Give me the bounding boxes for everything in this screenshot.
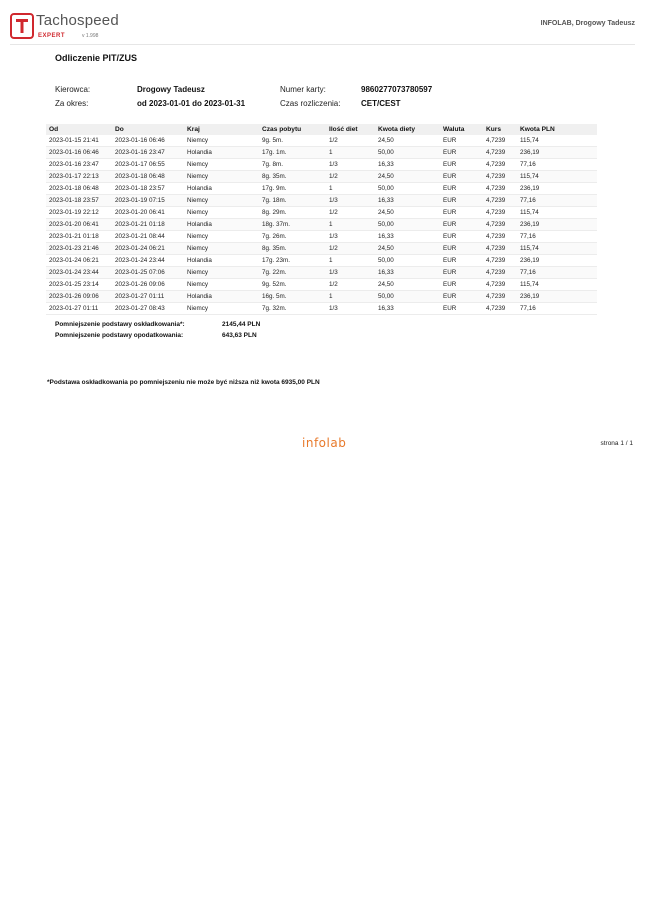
table-cell: EUR xyxy=(440,219,483,231)
timezone-label: Czas rozliczenia: xyxy=(280,99,341,108)
table-cell: 2023-01-27 01:11 xyxy=(46,303,112,315)
table-row xyxy=(46,159,597,171)
table-cell: 1/2 xyxy=(326,243,375,255)
table-cell: 1 xyxy=(326,219,375,231)
table-cell: 8g. 35m. xyxy=(259,243,326,255)
table-cell: EUR xyxy=(440,255,483,267)
table-cell: 236,19 xyxy=(517,147,597,159)
table-cell: 2023-01-19 07:15 xyxy=(112,195,184,207)
table-row xyxy=(46,291,597,303)
driver-value: Drogowy Tadeusz xyxy=(137,85,205,94)
table-row xyxy=(46,303,597,315)
zus-reduction-value: 2145,44 PLN xyxy=(222,321,261,328)
summary-row-pit xyxy=(55,332,257,343)
table-cell: 1/2 xyxy=(326,207,375,219)
column-header: Kurs xyxy=(483,124,517,135)
period-label: Za okres: xyxy=(55,99,89,108)
table-cell: 1/3 xyxy=(326,231,375,243)
table-cell: 115,74 xyxy=(517,207,597,219)
table-cell: 115,74 xyxy=(517,243,597,255)
table-cell: 4,7239 xyxy=(483,147,517,159)
table-row xyxy=(46,183,597,195)
table-row xyxy=(46,135,597,147)
card-value: 9860277073780597 xyxy=(361,85,433,94)
table-cell: Niemcy xyxy=(184,195,259,207)
table-cell: 7g. 18m. xyxy=(259,195,326,207)
table-cell: EUR xyxy=(440,171,483,183)
table-cell: 1/2 xyxy=(326,135,375,147)
table-row xyxy=(46,147,597,159)
timezone-value: CET/CEST xyxy=(361,99,401,108)
table-cell: 7g. 22m. xyxy=(259,267,326,279)
table-cell: 24,50 xyxy=(375,135,440,147)
table-cell: 4,7239 xyxy=(483,183,517,195)
driver-label: Kierowca: xyxy=(55,85,91,94)
period-value: od 2023-01-01 do 2023-01-31 xyxy=(137,99,246,108)
summary-block xyxy=(55,321,261,343)
table-cell: 24,50 xyxy=(375,171,440,183)
table-cell: 2023-01-20 06:41 xyxy=(46,219,112,231)
table-cell: 4,7239 xyxy=(483,303,517,315)
table-cell: 115,74 xyxy=(517,279,597,291)
table-cell: 17g. 23m. xyxy=(259,255,326,267)
table-cell: 1/3 xyxy=(326,267,375,279)
table-cell: 2023-01-24 23:44 xyxy=(112,255,184,267)
table-cell: EUR xyxy=(440,231,483,243)
tachospeed-logo xyxy=(10,11,120,41)
table-cell: 1 xyxy=(326,147,375,159)
table-cell: 4,7239 xyxy=(483,255,517,267)
table-cell: 77,16 xyxy=(517,267,597,279)
table-cell: 2023-01-17 06:55 xyxy=(112,159,184,171)
info-row-driver xyxy=(55,85,615,99)
table-cell: 4,7239 xyxy=(483,171,517,183)
table-row xyxy=(46,243,597,255)
summary-row-zus xyxy=(55,321,261,332)
column-header: Do xyxy=(112,124,184,135)
table-cell: EUR xyxy=(440,267,483,279)
card-label: Numer karty: xyxy=(280,85,326,94)
table-cell: 2023-01-20 06:41 xyxy=(112,207,184,219)
info-block xyxy=(55,85,615,113)
table-cell: 2023-01-17 22:13 xyxy=(46,171,112,183)
infolab-logo: infolab xyxy=(302,436,347,450)
table-cell: Holandia xyxy=(184,147,259,159)
table-cell: 2023-01-18 23:57 xyxy=(46,195,112,207)
table-cell: 1/3 xyxy=(326,195,375,207)
table-cell: 2023-01-23 21:46 xyxy=(46,243,112,255)
table-cell: EUR xyxy=(440,195,483,207)
table-cell: Niemcy xyxy=(184,159,259,171)
table-cell: 1 xyxy=(326,183,375,195)
table-cell: 4,7239 xyxy=(483,243,517,255)
table-cell: 4,7239 xyxy=(483,291,517,303)
logo-version: v 1.998 xyxy=(82,33,99,39)
table-cell: 77,16 xyxy=(517,303,597,315)
column-header: Kwota PLN xyxy=(517,124,597,135)
table-cell: 4,7239 xyxy=(483,231,517,243)
table-cell: 2023-01-26 09:06 xyxy=(46,291,112,303)
table-cell: 16,33 xyxy=(375,303,440,315)
table-cell: 4,7239 xyxy=(483,135,517,147)
table-cell: 2023-01-16 06:46 xyxy=(46,147,112,159)
pit-reduction-label: Pomniejszenie podstawy opodatkowania: xyxy=(55,332,184,339)
table-cell: Holandia xyxy=(184,255,259,267)
table-cell: 236,19 xyxy=(517,255,597,267)
table-cell: 1 xyxy=(326,255,375,267)
table-cell: 9g. 52m. xyxy=(259,279,326,291)
table-cell: 4,7239 xyxy=(483,219,517,231)
table-cell: 236,19 xyxy=(517,183,597,195)
table-cell: 2023-01-18 06:48 xyxy=(112,171,184,183)
tachospeed-logo-icon xyxy=(10,13,34,39)
table-cell: 8g. 35m. xyxy=(259,171,326,183)
table-cell: 2023-01-25 23:14 xyxy=(46,279,112,291)
table-cell: 2023-01-21 01:18 xyxy=(46,231,112,243)
table-cell: EUR xyxy=(440,291,483,303)
table-cell: 16g. 5m. xyxy=(259,291,326,303)
allowance-table xyxy=(46,124,597,315)
table-cell: 2023-01-24 06:21 xyxy=(46,255,112,267)
table-cell: Niemcy xyxy=(184,267,259,279)
table-row xyxy=(46,255,597,267)
table-cell: 8g. 29m. xyxy=(259,207,326,219)
info-row-period xyxy=(55,99,615,113)
table-cell: Niemcy xyxy=(184,303,259,315)
table-cell: Niemcy xyxy=(184,231,259,243)
table-cell: 2023-01-16 23:47 xyxy=(112,147,184,159)
table-header-row xyxy=(46,124,597,135)
table-cell: 2023-01-27 01:11 xyxy=(112,291,184,303)
table-cell: 4,7239 xyxy=(483,279,517,291)
table-cell: 77,16 xyxy=(517,159,597,171)
table-cell: 7g. 8m. xyxy=(259,159,326,171)
table-cell: 50,00 xyxy=(375,147,440,159)
table-cell: 2023-01-18 06:48 xyxy=(46,183,112,195)
page-number: strona 1 / 1 xyxy=(600,440,633,447)
table-cell: 7g. 32m. xyxy=(259,303,326,315)
table-cell: EUR xyxy=(440,159,483,171)
table-cell: 50,00 xyxy=(375,291,440,303)
table-cell: 1/2 xyxy=(326,171,375,183)
table-cell: Holandia xyxy=(184,219,259,231)
table-cell: 16,33 xyxy=(375,195,440,207)
footnote: *Podstawa oskładkowania po pomniejszeniu nie może być niższa niż kwota 6935,00 PLN xyxy=(47,379,320,386)
table-cell: 50,00 xyxy=(375,219,440,231)
table-cell: 16,33 xyxy=(375,267,440,279)
table-cell: EUR xyxy=(440,147,483,159)
table-cell: Niemcy xyxy=(184,243,259,255)
table-row xyxy=(46,267,597,279)
table-cell: Niemcy xyxy=(184,135,259,147)
table-cell: 4,7239 xyxy=(483,159,517,171)
table-cell: 77,16 xyxy=(517,231,597,243)
pit-reduction-value: 643,63 PLN xyxy=(222,332,257,339)
table-row xyxy=(46,171,597,183)
table-row xyxy=(46,279,597,291)
table-cell: 50,00 xyxy=(375,255,440,267)
table-cell: Holandia xyxy=(184,291,259,303)
table-cell: 2023-01-25 07:06 xyxy=(112,267,184,279)
table-cell: 77,16 xyxy=(517,195,597,207)
table-cell: EUR xyxy=(440,183,483,195)
table-cell: 2023-01-19 22:12 xyxy=(46,207,112,219)
table-cell: EUR xyxy=(440,303,483,315)
logo-subtitle: EXPERT xyxy=(38,33,66,39)
table-cell: 2023-01-18 23:57 xyxy=(112,183,184,195)
table-cell: 18g. 37m. xyxy=(259,219,326,231)
table-cell: 17g. 1m. xyxy=(259,147,326,159)
report-header xyxy=(10,8,635,45)
table-cell: Niemcy xyxy=(184,171,259,183)
table-cell: 9g. 5m. xyxy=(259,135,326,147)
company-name: INFOLAB, Drogowy Tadeusz xyxy=(540,20,635,27)
table-cell: 4,7239 xyxy=(483,207,517,219)
table-cell: EUR xyxy=(440,243,483,255)
table-cell: 2023-01-27 08:43 xyxy=(112,303,184,315)
table-cell: 24,50 xyxy=(375,279,440,291)
table-cell: 7g. 26m. xyxy=(259,231,326,243)
table-cell: 2023-01-24 06:21 xyxy=(112,243,184,255)
table-cell: 2023-01-16 06:46 xyxy=(112,135,184,147)
table-cell: 50,00 xyxy=(375,183,440,195)
table-cell: EUR xyxy=(440,279,483,291)
table-cell: Niemcy xyxy=(184,207,259,219)
table-row xyxy=(46,195,597,207)
table-row xyxy=(46,207,597,219)
table-cell: EUR xyxy=(440,135,483,147)
table-cell: 1/3 xyxy=(326,303,375,315)
table-cell: 24,50 xyxy=(375,243,440,255)
table-cell: 2023-01-21 08:44 xyxy=(112,231,184,243)
table-cell: 2023-01-24 23:44 xyxy=(46,267,112,279)
table-cell: 2023-01-26 09:06 xyxy=(112,279,184,291)
table-cell: 1/3 xyxy=(326,159,375,171)
column-header: Waluta xyxy=(440,124,483,135)
table-row xyxy=(46,219,597,231)
table-cell: 16,33 xyxy=(375,159,440,171)
column-header: Kwota diety xyxy=(375,124,440,135)
table-body xyxy=(46,135,597,315)
table-cell: 24,50 xyxy=(375,207,440,219)
column-header: Kraj xyxy=(184,124,259,135)
table-cell: 2023-01-15 21:41 xyxy=(46,135,112,147)
table-cell: 4,7239 xyxy=(483,195,517,207)
logo-title: Tachospeed xyxy=(36,12,119,29)
table-cell: 17g. 9m. xyxy=(259,183,326,195)
column-header: Ilość diet xyxy=(326,124,375,135)
table-cell: Niemcy xyxy=(184,279,259,291)
table-row xyxy=(46,231,597,243)
table-cell: 2023-01-21 01:18 xyxy=(112,219,184,231)
table-cell: 236,19 xyxy=(517,219,597,231)
table-cell: 16,33 xyxy=(375,231,440,243)
table-cell: 115,74 xyxy=(517,135,597,147)
table-cell: Holandia xyxy=(184,183,259,195)
table-cell: 2023-01-16 23:47 xyxy=(46,159,112,171)
document-title: Odliczenie PIT/ZUS xyxy=(55,53,138,63)
zus-reduction-label: Pomniejszenie podstawy oskładkowania*: xyxy=(55,321,185,328)
table-cell: EUR xyxy=(440,207,483,219)
table-cell: 236,19 xyxy=(517,291,597,303)
table-cell: 115,74 xyxy=(517,171,597,183)
column-header: Czas pobytu xyxy=(259,124,326,135)
table-cell: 1/2 xyxy=(326,279,375,291)
table-cell: 1 xyxy=(326,291,375,303)
column-header: Od xyxy=(46,124,112,135)
table-cell: 4,7239 xyxy=(483,267,517,279)
